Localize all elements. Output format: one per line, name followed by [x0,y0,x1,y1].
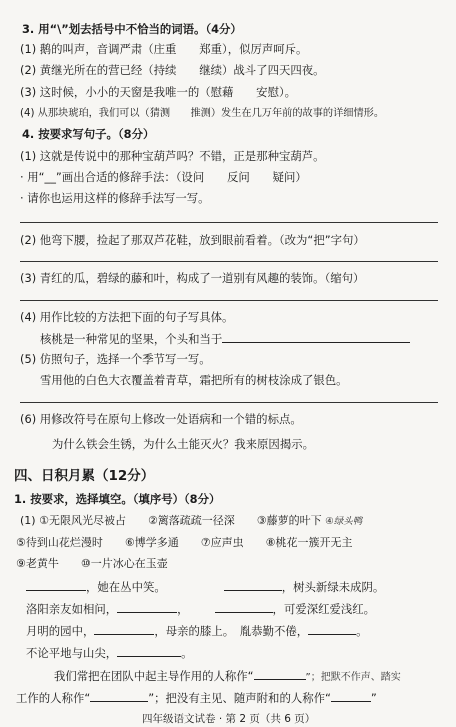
q3-item-1: (1) 鹅的叫声，音调严肃（庄重 郑重），似厉声呵斥。 [20,42,308,56]
answer-line[interactable] [20,222,438,223]
fill-5a: 我们常把在团队中起主导作用的人称作“ [54,669,254,683]
fill-line-1 [26,579,384,595]
answer-line[interactable] [20,402,438,403]
answer-blank[interactable] [254,668,306,680]
q4-sentence-5-example: 雪用他的白色大衣覆盖着青草，霜把所有的树枝涂成了银色。 [40,373,348,387]
fill-2a: 洛阳亲友如相问， [26,602,118,616]
q3-item-4: (4) 从那块琥珀，我们可以（猜测 推测）发生在几万年前的故事的详细情形。 [20,108,385,119]
fill-4a: 不论平地与山尖， [26,646,118,660]
answer-blank[interactable] [215,601,273,613]
q4-sentence-2: (2) 他弯下腰，捡起了那双芦花鞋，放到眼前看着。（改为“把”字句） [20,233,365,247]
options-row-3: ⑨老黄牛 ⑩一片冰心在玉壶 [16,557,168,570]
q4-sentence-4: (4) 用作比较的方法把下面的句子写具体。 [20,310,234,324]
fill-line-6: 工作的人称作“ ”；把没有主见、随声附和的人称作“ ” [16,691,377,705]
fill-3a: 月明的园中， [26,624,95,638]
handwritten-option-4: ④绿头鸭 [325,516,363,527]
fill-1a: ，她在丛中笑。 [86,580,166,594]
q4-sentence-4-stem [40,331,410,347]
options-row-1 [20,513,362,529]
fill-6a: 工作的人称作“ [16,691,91,705]
answer-blank[interactable] [308,623,356,635]
section-4-q1-title: 1. 按要求，选择填空。（填序号）（8分） [14,492,221,506]
q3-title: 3. 用“\”划去括号中不恰当的词语。（4分） [22,22,242,36]
q4-sentence-4-text: 核桃是一种常见的坚果，个头和当于 [40,332,223,346]
fill-line-3: 月明的园中， ，母亲的膝上。 胤恭勤不倦， 。 [26,624,368,638]
q4-sentence-1: (1) 这就是传说中的那种宝葫芦吗？不错，正是那种宝葫芦。 [20,149,325,163]
options-row-2: ⑤待到山花烂漫时 ⑥博学多通 ⑦应声虫 ⑧桃花一簇开无主 [16,536,353,549]
answer-blank[interactable] [331,690,371,702]
q4-sentence-1-task-b: · 请你也运用这样的修辞手法写一写。 [20,191,210,205]
q4-sentence-3: (3) 青红的瓜，碧绿的藤和叶，构成了一道别有风趣的装饰。（缩句） [20,271,365,285]
fill-2b: ，可爱深红爱浅红。 [272,602,376,616]
fill-3b: ，母亲的膝上。 胤恭勤不倦， [154,624,309,638]
page-footer: 四年级语文试卷 · 第 2 页（共 6 页） [142,713,316,725]
q4-title: 4. 按要求写句子。（8分） [22,127,155,141]
fill-line-4: 不论平地与山尖， 。 [26,646,193,660]
answer-line[interactable] [20,300,438,301]
q3-item-2: (2) 黄继光所在的营已经（持续 继续）战斗了四天四夜。 [20,63,325,77]
answer-blank[interactable] [222,331,410,343]
fill-line-2: 洛阳亲友如相问， ， ，可爱深红爱浅红。 [26,602,376,616]
fill-5b: ”；把默不作声、踏实 [305,672,401,683]
q4-sentence-5: (5) 仿照句子，选择一个季节写一写。 [20,352,211,366]
answer-blank[interactable] [117,601,177,613]
options-row-1-text: (1) ①无限风光尽被占 ②篱落疏疏一径深 ③藤萝的叶下 [20,514,322,527]
answer-blank[interactable] [94,623,154,635]
answer-line[interactable] [20,261,438,262]
answer-blank[interactable] [26,579,86,591]
fill-1b: ，树头新绿未成阴。 [281,580,385,594]
answer-blank[interactable] [90,690,148,702]
fill-line-5 [54,668,401,685]
answer-blank[interactable] [224,579,282,591]
q4-sentence-1-task-a: · 用“__”画出合适的修辞手法：（设问 反问 疑问） [20,170,307,184]
q4-sentence-6: (6) 用修改符号在原句上修改一处语病和一个错的标点。 [20,412,302,426]
q3-item-3: (3) 这时候，小小的天窗是我唯一的（慰藉 安慰）。 [20,85,297,99]
q4-sentence-6-original: 为什么铁会生锈，为什么土能灭火？我来原因揭示。 [52,437,314,451]
fill-6b: ”；把没有主见、随声附和的人称作“ [148,691,331,705]
answer-blank[interactable] [117,645,181,657]
section-4-title: 四、日积月累（12分） [14,468,155,484]
